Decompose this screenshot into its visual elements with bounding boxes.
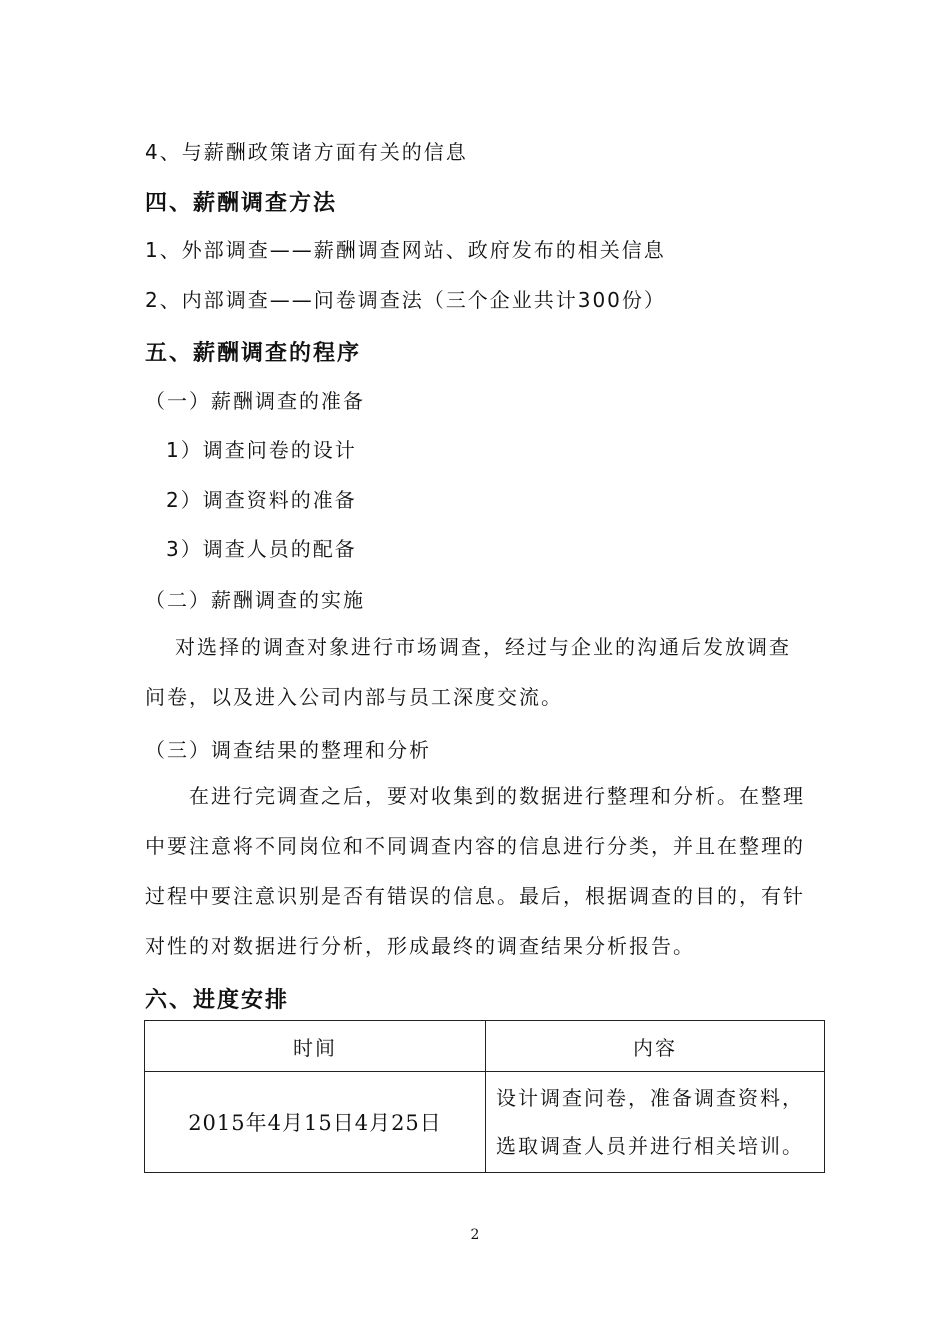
list-item-4: 4、与薪酬政策诸方面有关的信息 <box>145 140 468 164</box>
column-header-time: 时间 <box>145 1021 486 1072</box>
cell-content: 设计调查问卷，准备调查资料，选取调查人员并进行相关培训。 <box>486 1072 825 1173</box>
subsection-1-item-3: 3）调查人员的配备 <box>166 537 357 561</box>
subsection-1: （一）薪酬调查的准备 <box>145 389 365 413</box>
table-row <box>145 1072 825 1173</box>
cell-time: 2015年4月15日4月25日 <box>145 1072 486 1173</box>
section-heading-4: 四、薪酬调查方法 <box>145 191 338 216</box>
section-heading-6: 六、进度安排 <box>145 988 290 1013</box>
subsection-2: （二）薪酬调查的实施 <box>145 588 365 612</box>
paragraph-analysis: 在进行完调查之后，要对收集到的数据进行整理和分析。在整理中要注意将不同岗位和不同调查内容的信息进行分类，并且在整理的过程中要注意识别是否有错误的信息。最后，根据调查的目的，有针对性的对数据进行分析，形成最终的调查结果分析报告。 <box>145 784 805 958</box>
method-1: 1、外部调查——薪酬调查网站、政府发布的相关信息 <box>145 238 666 262</box>
subsection-3: （三）调查结果的整理和分析 <box>145 738 431 762</box>
subsection-1-item-1: 1）调查问卷的设计 <box>166 438 357 462</box>
table-header-row <box>145 1021 825 1072</box>
schedule-table <box>144 1020 825 1173</box>
column-header-content: 内容 <box>486 1021 825 1072</box>
page-number: 2 <box>470 1227 480 1243</box>
method-2: 2、内部调查——问卷调查法（三个企业共计300份） <box>145 288 666 312</box>
section-heading-5: 五、薪酬调查的程序 <box>145 341 362 366</box>
paragraph-implementation: 对选择的调查对象进行市场调查，经过与企业的沟通后发放调查问卷，以及进入公司内部与员工深度交流。 <box>145 635 791 709</box>
subsection-1-item-2: 2）调查资料的准备 <box>166 488 357 512</box>
